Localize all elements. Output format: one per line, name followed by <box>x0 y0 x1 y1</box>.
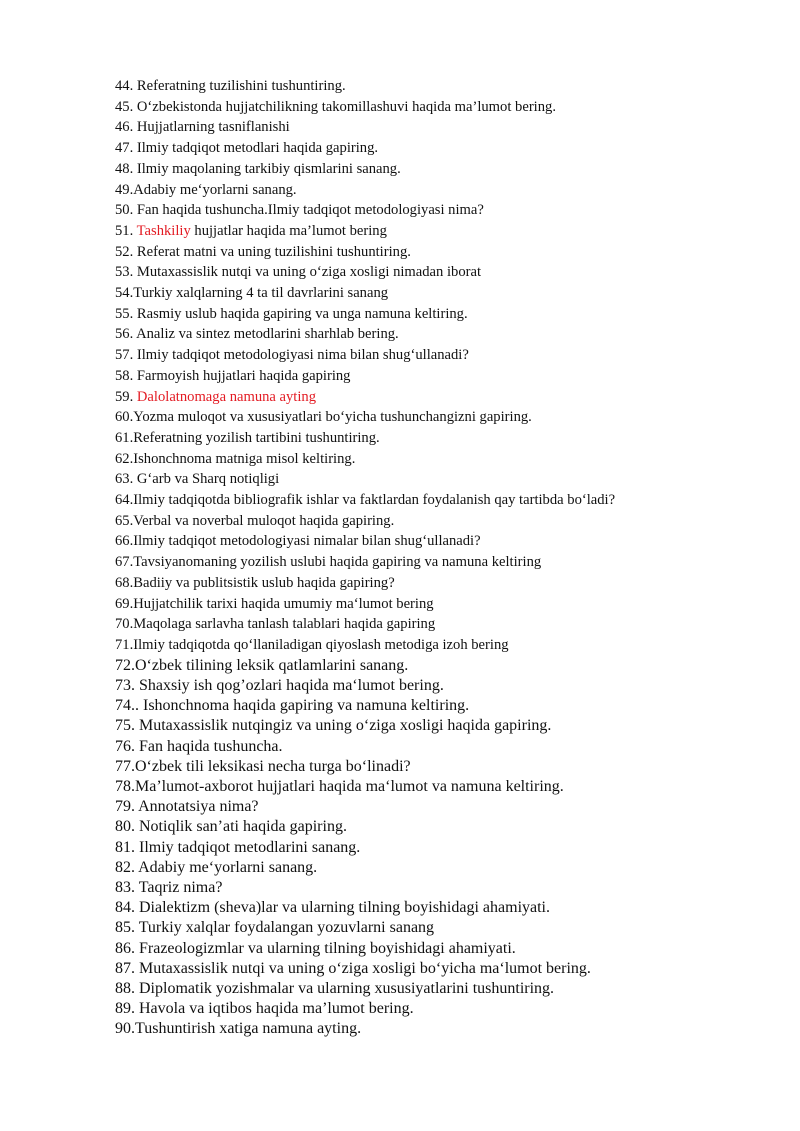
question-item <box>115 878 775 898</box>
question-text: 72.O‘zbek tilining leksik qatlamlarini sanang. <box>115 656 409 674</box>
question-text: 54.Turkiy xalqlarning 4 ta til davrlarini sanang <box>115 285 389 302</box>
question-text: 49.Adabiy me‘yorlarni sanang. <box>115 181 297 198</box>
question-item <box>115 838 775 858</box>
question-item <box>115 918 775 938</box>
question-text: 69.Hujjatchilik tarixi haqida umumiy ma‘lumot bering <box>115 595 434 612</box>
question-item <box>115 97 775 118</box>
question-item <box>115 221 775 242</box>
question-text: 56. Analiz va sintez metodlarini sharhlab bering. <box>115 326 399 343</box>
question-item <box>115 76 775 97</box>
question-item <box>115 552 775 573</box>
question-text: 85. Turkiy xalqlar foydalangan yozuvlarni sanang <box>115 919 435 937</box>
question-item <box>115 817 775 837</box>
question-text: 70.Maqolaga sarlavha tanlash talablari haqida gapiring <box>115 616 436 633</box>
question-item <box>115 635 775 656</box>
question-item <box>115 757 775 777</box>
question-item <box>115 159 775 180</box>
question-item <box>115 1019 775 1039</box>
question-text: 81. Ilmiy tadqiqot metodlarini sanang. <box>115 838 361 856</box>
question-text: 75. Mutaxassislik nutqingiz va uning o‘ziga xosligi haqida gapiring. <box>115 717 552 735</box>
question-text: 48. Ilmiy maqolaning tarkibiy qismlarini sanang. <box>115 160 401 177</box>
question-text: 90.Tushuntirish xatiga namuna ayting. <box>115 1020 362 1038</box>
question-item <box>115 387 775 408</box>
question-text: 52. Referat matni va uning tuzilishini tushuntiring. <box>115 243 411 260</box>
question-highlight-red: Tashkiliy <box>136 222 191 239</box>
question-item <box>115 614 775 635</box>
question-item <box>115 737 775 757</box>
question-text: 89. Havola va iqtibos haqida ma’lumot bering. <box>115 1000 414 1018</box>
question-text: 61.Referatning yozilish tartibini tushuntiring. <box>115 429 380 446</box>
question-text: 66.Ilmiy tadqiqot metodologiyasi nimalar bilan shug‘ullanadi? <box>115 533 481 550</box>
question-text: 86. Frazeologizmlar va ularning tilning boyishidagi ahamiyati. <box>115 939 516 957</box>
question-text: 83. Taqriz nima? <box>115 878 223 896</box>
question-text: 80. Notiqlik san’ati haqida gapiring. <box>115 818 347 836</box>
question-text: 53. Mutaxassislik nutqi va uning o‘ziga xosligi nimadan iborat <box>115 264 482 281</box>
question-item <box>115 242 775 263</box>
question-text: 74.. Ishonchnoma haqida gapiring va namuna keltiring. <box>115 697 470 715</box>
question-text: 87. Mutaxassislik nutqi va uning o‘ziga xosligi bo‘yicha ma‘lumot bering. <box>115 959 591 977</box>
question-text: 73. Shaxsiy ish qog’ozlari haqida ma‘lumot bering. <box>115 676 444 694</box>
question-text: 60.Yozma muloqot va xususiyatlari bo‘yicha tushunchangizni gapiring. <box>115 409 532 426</box>
question-item <box>115 366 775 387</box>
question-text: 77.O‘zbek tili leksikasi necha turga bo‘linadi? <box>115 757 411 775</box>
question-item <box>115 428 775 449</box>
question-text: 67.Tavsiyanomaning yozilish uslubi haqida gapiring va namuna keltiring <box>115 554 542 571</box>
question-text: 57. Ilmiy tadqiqot metodologiyasi nima bilan shug‘ullanadi? <box>115 347 469 364</box>
question-text: 71.Ilmiy tadqiqotda qo‘llaniladigan qiyoslash metodiga izoh bering <box>115 636 509 653</box>
question-item <box>115 407 775 428</box>
question-text: 88. Diplomatik yozishmalar va ularning xususiyatlarini tushuntiring. <box>115 979 555 997</box>
question-text: 58. Farmoyish hujjatlari haqida gapiring <box>115 367 351 384</box>
question-text: 59. <box>115 388 137 405</box>
question-text: 82. Adabiy me‘yorlarni sanang. <box>115 858 318 876</box>
question-item <box>115 324 775 345</box>
question-item <box>115 777 775 797</box>
question-text: 79. Annotatsiya nima? <box>115 798 259 816</box>
question-text: 55. Rasmiy uslub haqida gapiring va unga namuna keltiring. <box>115 305 468 322</box>
question-item <box>115 138 775 159</box>
question-item <box>115 304 775 325</box>
question-text: 68.Badiiy va publitsistik uslub haqida gapiring? <box>115 574 395 591</box>
question-list <box>115 76 775 1040</box>
question-text: 78.Ma’lumot-axborot hujjatlari haqida ma‘lumot va namuna keltiring. <box>115 777 564 795</box>
question-text: 64.Ilmiy tadqiqotda bibliografik ishlar va faktlardan foydalanish qay tartibda bo‘ladi? <box>115 492 616 509</box>
question-item <box>115 858 775 878</box>
question-text: 44. Referatning tuzilishini tushuntiring. <box>115 78 346 94</box>
question-item <box>115 469 775 490</box>
question-text: 51. <box>115 222 137 239</box>
question-item <box>115 531 775 552</box>
question-text: 47. Ilmiy tadqiqot metodlari haqida gapiring. <box>115 140 379 157</box>
question-item <box>115 117 775 138</box>
question-item <box>115 573 775 594</box>
question-item <box>115 200 775 221</box>
question-text: 62.Ishonchnoma matniga misol keltiring. <box>115 450 356 467</box>
question-item <box>115 594 775 615</box>
question-item <box>115 345 775 366</box>
question-text: 63. G‘arb va Sharq notiqligi <box>115 471 280 488</box>
question-item <box>115 999 775 1019</box>
question-text: 76. Fan haqida tushuncha. <box>115 737 283 755</box>
question-item <box>115 939 775 959</box>
question-item <box>115 490 775 511</box>
question-highlight-red: Dalolatnomaga namuna ayting <box>136 388 317 405</box>
question-item <box>115 959 775 979</box>
question-item <box>115 656 775 676</box>
question-item <box>115 262 775 283</box>
question-item <box>115 511 775 532</box>
question-text: 65.Verbal va noverbal muloqot haqida gapiring. <box>115 512 395 529</box>
question-text: 46. Hujjatlarning tasniflanishi <box>115 119 290 136</box>
question-text-suffix: hujjatlar haqida ma’lumot bering <box>190 222 387 239</box>
question-item <box>115 180 775 201</box>
question-text: 50. Fan haqida tushuncha.Ilmiy tadqiqot metodologiyasi nima? <box>115 202 484 219</box>
question-item <box>115 283 775 304</box>
question-item <box>115 449 775 470</box>
question-item <box>115 979 775 999</box>
question-text: 84. Dialektizm (sheva)lar va ularning tilning boyishidagi ahamiyati. <box>115 899 550 917</box>
question-text: 45. O‘zbekistonda hujjatchilikning takomillashuvi haqida ma’lumot bering. <box>115 98 556 115</box>
question-item <box>115 716 775 736</box>
question-item <box>115 676 775 696</box>
question-item <box>115 898 775 918</box>
question-item <box>115 696 775 716</box>
question-item <box>115 797 775 817</box>
